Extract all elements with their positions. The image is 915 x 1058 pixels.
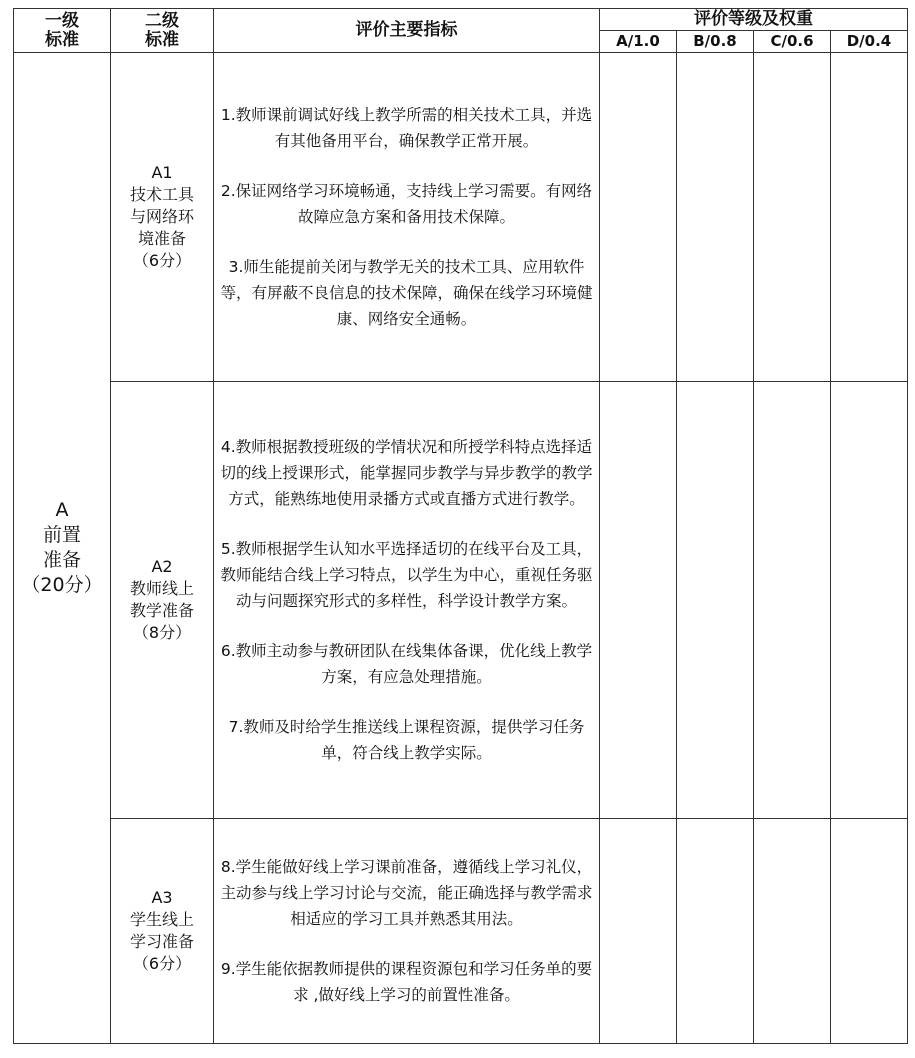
grade-cell-c[interactable]: [754, 819, 831, 1044]
level2-score: （8分）: [132, 623, 192, 642]
level1-name-line2: 准备: [42, 549, 81, 571]
level2-code: A1: [151, 163, 173, 182]
indicator-item: 9.学生能依据教师提供的课程资源包和学习任务单的要求 ,做好线上学习的前置性准备。: [220, 960, 593, 1004]
level2-name-line: 与网络环: [129, 207, 194, 226]
grade-cell-a[interactable]: [600, 53, 677, 382]
header-level1-line1: 一级: [45, 10, 79, 31]
level2-name-line: 教学准备: [129, 601, 194, 620]
table-row-a2: [14, 382, 908, 819]
table-row-a1: [14, 53, 908, 382]
indicator-item: 5.教师根据学生认知水平选择适切的在线平台及工具，教师能结合线上学习特点，以学生为中心，重视任务驱动与问题探究形式的多样性，科学设计教学方案。: [220, 540, 593, 610]
grade-c: C/0.6: [754, 31, 831, 53]
grade-cell-d[interactable]: [831, 53, 908, 382]
indicator-cell-a3: [214, 819, 600, 1044]
level2-name-line: 技术工具: [129, 185, 194, 204]
header-level1-line2: 标准: [45, 29, 79, 50]
level2-cell-a2: [111, 382, 214, 819]
level1-code: A: [55, 499, 69, 521]
level2-cell-a1: [111, 53, 214, 382]
header-level2-line1: 二级: [145, 10, 179, 31]
grade-cell-b[interactable]: [677, 53, 754, 382]
level2-name-line: 教师线上: [129, 579, 194, 598]
level1-score: （20分）: [21, 574, 103, 596]
grade-cell-c[interactable]: [754, 382, 831, 819]
grade-cell-a[interactable]: [600, 819, 677, 1044]
table-row-a3: [14, 819, 908, 1044]
grade-cell-b[interactable]: [677, 819, 754, 1044]
level2-name-line: 学习准备: [129, 932, 194, 951]
grade-a: A/1.0: [600, 31, 677, 53]
grade-cell-b[interactable]: [677, 382, 754, 819]
indicator-item: 7.教师及时给学生推送线上课程资源，提供学习任务单，符合线上教学实际。: [228, 718, 585, 762]
level2-code: A3: [151, 888, 173, 907]
evaluation-table: [13, 8, 908, 1044]
grade-cell-a[interactable]: [600, 382, 677, 819]
indicator-item: 1.教师课前调试好线上教学所需的相关技术工具，并选有其他备用平台，确保教学正常开展。: [220, 106, 593, 150]
header-level2: [111, 9, 214, 53]
level2-code: A2: [151, 557, 173, 576]
indicator-item: 2.保证网络学习环境畅通，支持线上学习需要。有网络故障应急方案和备用技术保障。: [220, 182, 593, 226]
level2-score: （6分）: [132, 251, 192, 270]
grade-d: D/0.4: [831, 31, 908, 53]
indicator-item: 6.教师主动参与教研团队在线集体备课，优化线上教学方案，有应急处理措施。: [220, 642, 593, 686]
header-row-1: [14, 9, 908, 31]
level2-name-line: 境准备: [137, 229, 186, 248]
indicator-item: 8.学生能做好线上学习课前准备，遵循线上学习礼仪，主动参与线上学习讨论与交流，能正确选择与教学需求相适应的学习工具并熟悉其用法。: [220, 858, 593, 928]
grade-cell-d[interactable]: [831, 819, 908, 1044]
level2-score: （6分）: [132, 954, 192, 973]
header-indicator: 评价主要指标: [214, 9, 600, 53]
indicator-cell-a2: [214, 382, 600, 819]
header-level1: [14, 9, 111, 53]
grade-cell-d[interactable]: [831, 382, 908, 819]
header-grade-title: 评价等级及权重: [600, 9, 908, 31]
level1-name-line1: 前置: [42, 524, 81, 546]
level2-cell-a3: [111, 819, 214, 1044]
header-level2-line2: 标准: [145, 29, 179, 50]
level2-name-line: 学生线上: [129, 910, 194, 929]
grade-cell-c[interactable]: [754, 53, 831, 382]
grade-b: B/0.8: [677, 31, 754, 53]
indicator-item: 3.师生能提前关闭与教学无关的技术工具、应用软件等，有屏蔽不良信息的技术保障，确保在线学习环境健康、网络安全通畅。: [220, 258, 593, 328]
indicator-cell-a1: [214, 53, 600, 382]
indicator-item: 4.教师根据教授班级的学情状况和所授学科特点选择适切的线上授课形式，能掌握同步教学与异步教学的教学方式，能熟练地使用录播方式或直播方式进行教学。: [220, 438, 593, 508]
level1-cell-a: [14, 53, 111, 1044]
